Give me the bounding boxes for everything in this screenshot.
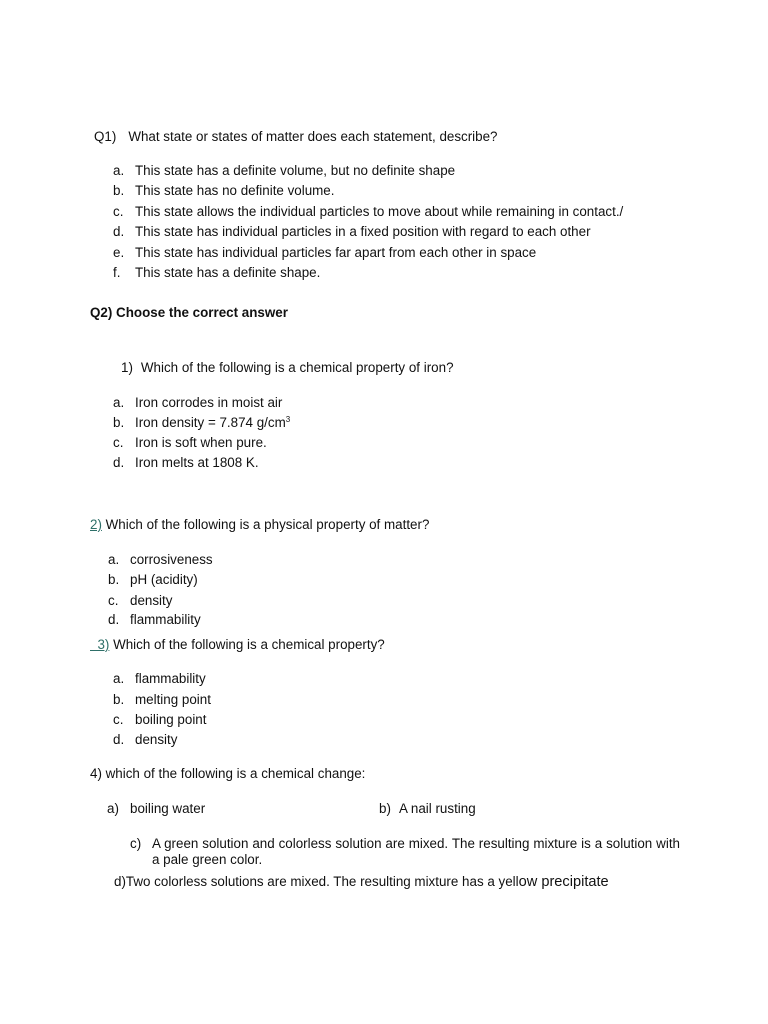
q1-item-text: This state has individual particles in a fixed position with regard to each other xyxy=(135,224,591,239)
option-text-main: Iron density = 7.874 g/cm xyxy=(135,415,286,430)
option-text: Iron is soft when pure. xyxy=(135,435,267,450)
q1-item-text: This state allows the individual particles to move about while remaining in contact./ xyxy=(135,204,624,219)
q1-item-letter: a. xyxy=(113,163,125,178)
option-letter: a) xyxy=(107,801,119,816)
q2-sub2-text: Which of the following is a physical property of matter? xyxy=(101,517,430,532)
q2-sub1-number: 1) xyxy=(121,360,133,375)
option-letter: b. xyxy=(113,415,125,430)
q1-item-letter: d. xyxy=(113,224,125,239)
option-letter: d. xyxy=(113,455,125,470)
option-text xyxy=(135,415,290,431)
option-letter: a. xyxy=(113,395,125,410)
option-letter: b. xyxy=(113,692,125,707)
q2-sub3-text: Which of the following is a chemical property? xyxy=(109,637,385,652)
option-d-text-large: ow precipitate xyxy=(518,874,609,890)
q1-prefix: Q1) xyxy=(94,129,117,144)
q1-text: What state or states of matter does each statement, describe? xyxy=(128,129,498,144)
q1-item-letter: e. xyxy=(113,245,125,260)
q2-sub3-question xyxy=(90,637,385,653)
q1-item-letter: f. xyxy=(113,265,121,280)
option-text: flammability xyxy=(130,612,201,627)
q2-sub1-text: Which of the following is a chemical property of iron? xyxy=(140,360,454,375)
option-letter: a. xyxy=(113,671,125,686)
option-letter: b. xyxy=(108,572,120,587)
option-d-text: d)Two colorless solutions are mixed. The resulting mixture has a yell xyxy=(114,874,519,889)
q2-sub2-number: 2) xyxy=(90,517,102,532)
option-letter: c. xyxy=(113,712,124,727)
option-letter: a. xyxy=(108,552,120,567)
q1-item-text: This state has individual particles far apart from each other in space xyxy=(135,245,537,260)
q1-item-text: This state has a definite volume, but no definite shape xyxy=(135,163,456,178)
option-text: density xyxy=(130,593,173,608)
q1-item-letter: c. xyxy=(113,204,124,219)
option-text: boiling water xyxy=(130,801,206,816)
option-letter: d. xyxy=(108,612,120,627)
q2-sub4-question: 4) which of the following is a chemical change: xyxy=(90,766,366,781)
q2-sub3-number: 3) xyxy=(90,637,110,652)
q2-sub2-question xyxy=(90,517,429,533)
q2-sub1-question xyxy=(121,360,454,376)
option-text: boiling point xyxy=(135,712,207,727)
option-letter: c) xyxy=(130,836,142,851)
option-letter: b) xyxy=(379,801,391,816)
q1-item-text: This state has a definite shape. xyxy=(135,265,321,280)
option-text: density xyxy=(135,732,178,747)
q2-sub4-option-d xyxy=(114,874,609,890)
option-letter: c. xyxy=(113,435,124,450)
option-text: A green solution and colorless solution are mixed. The resulting mixture is a solution with a pale green color. xyxy=(152,836,680,867)
option-text: Iron melts at 1808 K. xyxy=(135,455,259,470)
q1-item-letter: b. xyxy=(113,183,125,198)
option-text: A nail rusting xyxy=(399,801,476,816)
superscript-3: 3 xyxy=(285,415,291,424)
q1-item-text: This state has no definite volume. xyxy=(135,183,335,198)
option-letter: c. xyxy=(108,593,119,608)
option-letter: d. xyxy=(113,732,125,747)
q1-question xyxy=(94,129,498,145)
option-text: melting point xyxy=(135,692,211,707)
option-text: Iron corrodes in moist air xyxy=(135,395,283,410)
option-text: flammability xyxy=(135,671,206,686)
option-text: pH (acidity) xyxy=(130,572,198,587)
option-text: corrosiveness xyxy=(130,552,213,567)
q2-heading: Q2) Choose the correct answer xyxy=(90,305,288,320)
